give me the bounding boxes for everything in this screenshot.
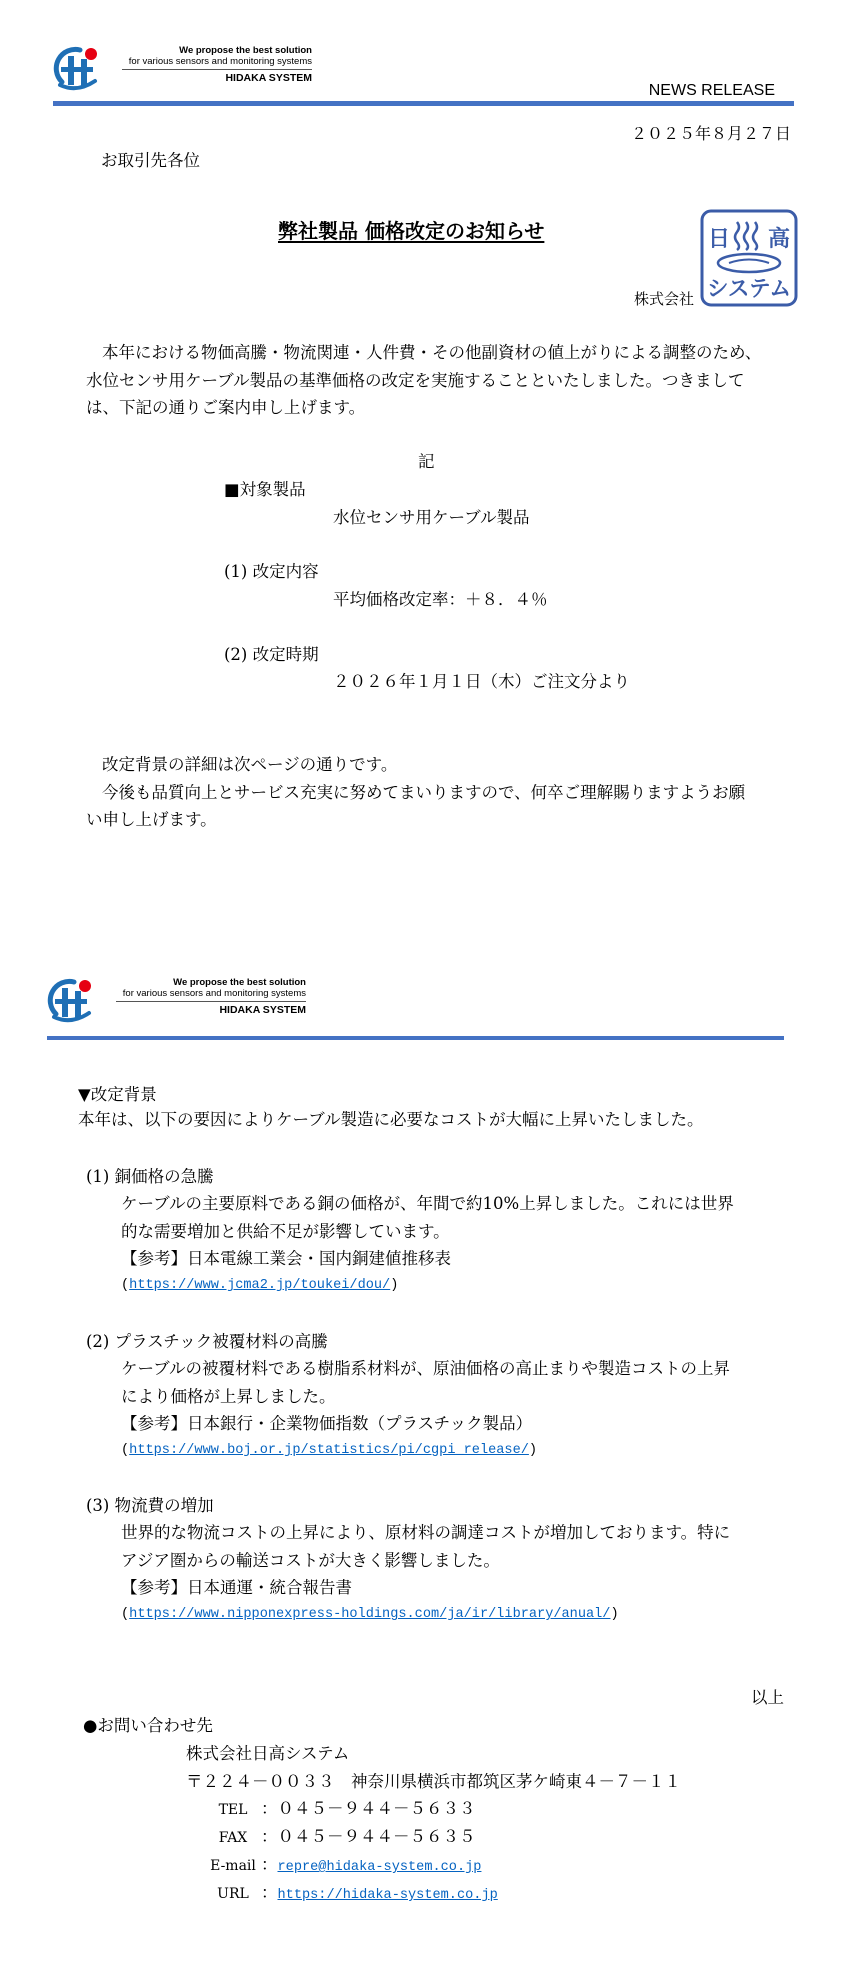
email-link[interactable]: repre@hidaka-system.co.jp — [277, 1860, 482, 1875]
hidaka-logo-icon — [53, 44, 101, 92]
tel-label: TEL — [218, 1802, 248, 1818]
sender-prefix: 株式会社 — [634, 290, 695, 308]
separator: ： — [261, 1883, 278, 1902]
email-label: E-mail — [210, 1858, 256, 1874]
tagline-line-2: for various sensors and monitoring systems — [122, 988, 306, 999]
seal-bottom-text: システム — [707, 277, 791, 302]
seal-right-char: 高 — [767, 227, 791, 252]
tel-value: ０４５－９４４－５６３３ — [277, 1799, 476, 1818]
factor-logistics — [86, 1492, 730, 1628]
header-rule — [53, 101, 794, 106]
paren-close: ) — [528, 1443, 538, 1459]
header-rule — [47, 1036, 784, 1040]
intro-line: 本年における物価高騰・物流関連・人件費・その他副資材の値上がりによる調整のため、 — [102, 343, 762, 362]
reference-link[interactable]: https://www.nipponexpress-holdings.com/ja/ir/library/anual/ — [129, 1607, 611, 1623]
factor-reference: 【参考】日本銀行・企業物価指数（プラスチック製品） — [121, 1413, 533, 1433]
contact-company: 株式会社日高システム — [186, 1744, 350, 1763]
factor-reference: 【参考】日本電線工業会・国内銅建値推移表 — [121, 1248, 451, 1268]
factor-reference-url-line — [86, 1601, 730, 1628]
factor-reference: 【参考】日本通運・統合報告書 — [121, 1577, 352, 1597]
factor-description-line: により価格が上昇しました。 — [121, 1386, 336, 1406]
tagline-divider — [122, 69, 312, 70]
item-detail-revision-rate: 平均価格改定率：＋８．４％ — [333, 590, 548, 609]
paren-close: ) — [390, 1278, 399, 1294]
paren-open: ( — [121, 1443, 130, 1459]
hidaka-logo-icon — [47, 976, 95, 1024]
factor-description-line: 世界的な物流コストの上昇により、原材料の調達コストが増加しております。特に — [121, 1523, 731, 1543]
paren-close: ) — [610, 1607, 619, 1623]
factor-plastic — [86, 1328, 730, 1464]
item-heading-revision: (1) 改定内容 — [224, 562, 319, 581]
factor-title: (1) 銅価格の急騰 — [86, 1167, 214, 1186]
tagline-line-1: We propose the best solution — [173, 977, 306, 988]
news-release-label: NEWS RELEASE — [648, 82, 775, 99]
contact-tel-row — [205, 1798, 476, 1821]
separator: ： — [261, 1799, 278, 1818]
intro-paragraph — [86, 339, 761, 422]
reference-link[interactable]: https://www.jcma2.jp/toukei/dou/ — [129, 1278, 391, 1294]
intro-line: 水位センサ用ケーブル製品の基準価格の改定を実施することといたしました。つきまして — [86, 370, 745, 390]
factor-copper — [86, 1163, 734, 1299]
tagline-line-2: for various sensors and monitoring systems — [128, 56, 312, 67]
recipient: お取引先各位 — [101, 151, 200, 170]
seal-left-char: 日 — [707, 227, 731, 252]
fax-value: ０４５－９４４－５６３５ — [277, 1827, 476, 1846]
contact-email-row — [205, 1854, 481, 1879]
factor-description-line: アジア圏からの輸送コストが大きく影響しました。 — [121, 1550, 500, 1570]
item-heading-effective-date: (2) 改定時期 — [224, 645, 319, 664]
brand-tagline — [112, 45, 312, 84]
factor-description-line: 的な需要増加と供給不足が影響しています。 — [121, 1221, 450, 1241]
contact-fax-row — [205, 1826, 476, 1849]
website-link[interactable]: https://hidaka-system.co.jp — [277, 1888, 498, 1903]
contact-heading: ●お問い合わせ先 — [83, 1716, 213, 1735]
factor-title: (3) 物流費の増加 — [86, 1496, 214, 1515]
tagline-line-1: We propose the best solution — [179, 45, 312, 56]
note-mark: 記 — [418, 452, 435, 471]
separator: ： — [261, 1827, 278, 1846]
contact-address: 〒２２４－００３３ 神奈川県横浜市都筑区茅ケ崎東４－７－１１ — [186, 1772, 681, 1791]
factor-title: (2) プラスチック被覆材料の高騰 — [86, 1332, 328, 1351]
paren-open: ( — [121, 1278, 130, 1294]
release-date: ２０２５年８月２７日 — [630, 124, 791, 143]
brand-name: HIDAKA SYSTEM — [225, 72, 312, 84]
factor-reference-url-line — [86, 1437, 730, 1464]
section-heading: ▼改定背景 — [78, 1085, 157, 1104]
brand-tagline — [106, 977, 306, 1016]
page-title: 弊社製品 価格改定のお知らせ — [278, 219, 545, 243]
url-label: URL — [217, 1886, 249, 1902]
fax-label: FAX — [218, 1830, 248, 1846]
item-detail-target-product: 水位センサ用ケーブル製品 — [333, 508, 530, 527]
section-intro: 本年は、以下の要因によりケーブル製造に必要なコストが大幅に上昇いたしました。 — [78, 1110, 704, 1129]
end-mark: 以上 — [751, 1688, 784, 1707]
item-detail-effective-date: ２０２６年１月１日（木）ご注文分より — [333, 672, 630, 691]
item-heading-target-product: ■対象製品 — [224, 480, 306, 499]
closing-line: い申し上げます。 — [86, 810, 217, 829]
factor-description-line: ケーブルの主要原料である銅の価格が、年間で約10%上昇しました。これには世界 — [121, 1194, 734, 1214]
company-seal-icon — [699, 208, 799, 308]
brand-name: HIDAKA SYSTEM — [219, 1004, 306, 1016]
contact-url-row — [205, 1882, 498, 1907]
tagline-divider — [116, 1001, 306, 1002]
closing-paragraph — [86, 751, 745, 834]
closing-line: 改定背景の詳細は次ページの通りです。 — [102, 755, 398, 774]
factor-reference-url-line — [86, 1272, 734, 1299]
factor-description-line: ケーブルの被覆材料である樹脂系材料が、原油価格の高止まりや製造コストの上昇 — [121, 1359, 731, 1379]
paren-open: ( — [121, 1607, 130, 1623]
reference-link[interactable]: https://www.boj.or.jp/statistics/pi/cgpi_release/ — [129, 1443, 529, 1459]
intro-line: は、下記の通りご案内申し上げます。 — [86, 398, 366, 417]
closing-line: 今後も品質向上とサービス充実に努めてまいりますので、何卒ご理解賜りますようお願 — [102, 782, 746, 802]
separator: ： — [261, 1855, 278, 1874]
